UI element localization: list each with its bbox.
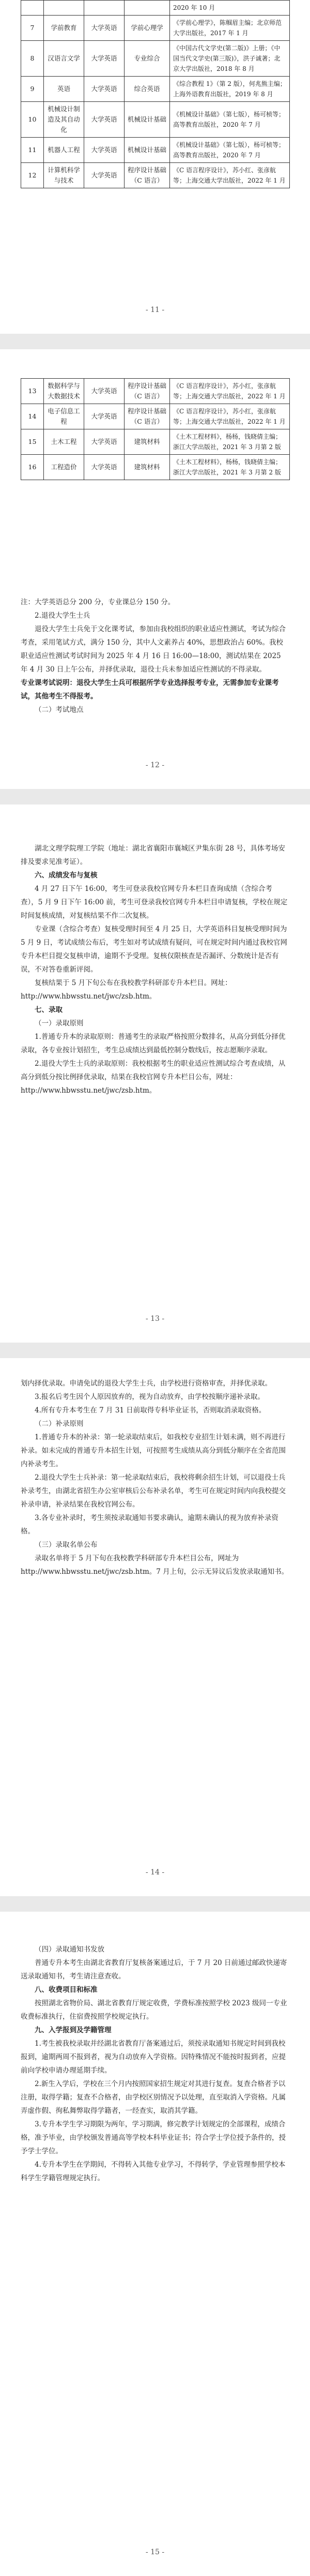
- paragraph: 2.新生入学后，学校在三个月内按照国家招生规定对其进行复查。复查合格者予以注册，取得学籍；复查不合格者，由学校区别情况予以处理，直至取消入学资格。凡属弄虚作假、徇私舞弊取得学籍者，一经查实，取消其学籍。: [21, 2080, 286, 2115]
- section-heading: 七、录取: [35, 1006, 63, 1014]
- table-row: 16 工程造价 大学英语 建筑材料 《土木工程材料》，杨杨，钱晓倩主编；浙江大学出版社，2021 年 3 月第 2 版: [21, 455, 290, 480]
- page-14: [0, 1358, 310, 1896]
- page-number: - 11 -: [145, 306, 165, 314]
- paragraph: 4.所有专升本考生在 7 月 31 日前取得专科毕业证书，否则取消录取资格。: [35, 1406, 266, 1414]
- table-row: [21, 1, 290, 16]
- paragraph: 4 月 27 日下午 16:00，考生可登录我校官网专升本栏目查询成绩（含综合考查），5 月 9 日下午 16:00 前，考生可登录我校官网专升本栏目申请复核，学校在规定时间复核成绩，对复核结果不作二次复核。: [21, 885, 288, 920]
- paragraph: 2.退役大学生士兵的录取原则：我校根据考生的职业适应性测试综合考查成绩，从高分到低分按比例择优录取，结果在我校官网专升本栏目公布，网址：http://www.hbwsstu.net/jwc/zsb.htm。: [21, 1060, 286, 1095]
- paragraph: 按照湖北省物价局、湖北省教育厅规定收费，学费标准按照学校 2023 级同一专业收费标准执行，住宿费按照学校规定执行。: [21, 1999, 287, 2021]
- table-row: 14 电子信息工程 大学英语 程序设计基础（C 语言） 《C 语言程序设计》，苏小红，张彦航等；上海交通大学出版社，2022 年 1 月: [21, 404, 290, 429]
- page-number: - 15 -: [145, 2548, 165, 2556]
- section-heading: （四）录取通知书发放: [35, 1945, 104, 1954]
- page-13: [0, 805, 310, 1343]
- paragraph: 3.报名后考生因个人原因放弃的，视为自动放弃，由学校按顺序递补录取。: [35, 1393, 265, 1401]
- paragraph: 1.普通专升本的录取原则：普通考生的录取严格按照分数排名，从高分到低分择优录取，各专业按计划招生，考生总成绩达到最低控制分数线后，按志愿顺序录取。: [21, 1033, 286, 1054]
- body-text: [21, 1377, 289, 1579]
- paragraph: 1.普通专升本的补录：第一轮录取结束后，如我校专业招生计划未满，则不再进行补录。如未完成的普通专升本招生计划，可按照考生成绩从高分到低分顺序在全省范围内补录考生。: [21, 1433, 286, 1468]
- course-table: [21, 0, 290, 188]
- paragraph: 退役大学生士兵免于文化课考试，参加由我校组织的职业适应性测试，考试为综合考查，采用笔试方式，满分 150 分，其中人文素养占 40%，思想政治占 60%。我校职业适应性测试考试时间为 2025 年 4 月 16 日 16:00—18:00，测试结果在 2025 年 4 月 30 日上午公布，并择优录取，退役士兵未参加适应性测试的不得录取。: [21, 625, 286, 674]
- section-heading: 2.退役大学生士兵: [35, 612, 90, 620]
- paragraph: 划内择优录取。申请免试的退役大学生士兵，由学校进行资格审查，并择优录取。: [21, 1379, 272, 1388]
- paragraph: 3.各专业补录时，考生须按录取通知书要求确认，逾期未确认的视为放弃补录资格。: [21, 1514, 278, 1536]
- course-table: [21, 378, 290, 480]
- page-number: - 13 -: [145, 1315, 165, 1323]
- table-row: 10 机械设计制造及其自动化 大学英语 机械设计基础 《机械设计基础》（第七版），杨可桢等；高等教育出版社，2020 年 7 月: [21, 102, 290, 138]
- paragraph: 复核结果于 5 月下旬公布在我校教学科研部专升本栏目。网址：http://www.hbwsstu.net/jwc/zsb.htm。: [21, 979, 232, 1001]
- table-row: 7 学前教育 大学英语 学前心理学 《学前心理学》，陈帼眉主编；北京师范大学出版社，2017 年 1 月: [21, 16, 290, 41]
- page-15: [0, 1912, 310, 2576]
- page-11: [0, 0, 310, 334]
- paragraph: 普通专升本考生由湖北省教育厅复核备案通过后，于 7 月 20 日前通过邮政快递寄送录取通知书，考生请注意查收。: [21, 1959, 287, 1981]
- section-heading: 八、收费项目和标准: [35, 1986, 98, 1994]
- book-cell: 2020 年 10 月: [170, 1, 290, 16]
- page-12: [0, 349, 310, 789]
- section-heading: （三）录取名单公布: [35, 1541, 98, 1549]
- table-row: 9 英语 大学英语 综合英语 《综合教程 1》（第 2 版），何兆熊主编；上海外语教育出版社，2019 年 8 月: [21, 77, 290, 102]
- paragraph: 专业课（含综合考查）复核受理时间至 4 月 25 日，大学英语科目复核受理时间为 5 月 9 日，考试成绩公布后，考生如对考试成绩有疑问，可在规定时间内通过我校官网专升本栏目提交复核申请，逾期不予受理。复核仅限核查是否漏评、分数统计是否有误，不对答卷重新评阅。: [21, 925, 288, 974]
- paragraph: 2.退役大学生士兵补录：第一轮录取结束后，我校将剩余招生计划，可以退役士兵补录考生，由湖北省招生办公室审核后公布补录名单，考生可在规定时间内向我校提交补录申请，补录结果在我校官网公布。: [21, 1473, 286, 1509]
- bold-notice: 专业课考试说明：退役大学生士兵可根据所学专业选择报考专业，无需参加专业课考试，其他考生不得报考。: [21, 679, 279, 701]
- note-text: 注：大学英语总分 200 分，专业课总分 150 分。: [21, 598, 175, 606]
- section-heading: 九、入学报到及学籍管理: [35, 2026, 112, 2034]
- page-number: - 14 -: [145, 1868, 165, 1877]
- paragraph: 1.考生被我校录取并经湖北省教育厅备案通过后，须按录取通知书规定时间到我校报到，逾期两周不报到者，视为自动放弃入学资格。因特殊情况不能按时报到者，应提前向学校申请办理延期手续。: [21, 2039, 286, 2075]
- paragraph: 湖北文理学院理工学院（地址：湖北省襄阳市襄城区尹集东街 28 号，具体考场安排及要求见准考证）。: [21, 844, 285, 866]
- paragraph: 4.专升本学生在学期间，不得转入其他专业学习，不得转学，学业管理参照学校本科学生学籍管理规定执行。: [21, 2161, 286, 2182]
- section-heading: （一）录取原则: [35, 1019, 84, 1028]
- page-number: - 12 -: [145, 761, 165, 769]
- table-row: 12 计算机科学与技术 大学英语 程序设计基础（C 语言） 《C 语言程序设计》，苏小红、张彦航等；上海交通大学出版社，2022 年 1 月: [21, 163, 290, 188]
- body-text: [21, 1943, 289, 2185]
- section-heading: （二）考试地点: [35, 706, 84, 714]
- body-text: [21, 595, 289, 717]
- table-row: 8 汉语言文学 大学英语 专业综合 《中国古代文学史(第二版)》上册；《中国当代文学史(第三版)》，洪子诚著；北京大学出版社，2018 年 8 月: [21, 41, 290, 77]
- table-row: 11 机器人工程 大学英语 机械设计基础 《机械设计基础》（第七版），杨可桢等；高等教育出版社，2020 年 7 月: [21, 138, 290, 163]
- section-heading: 六、成绩发布与复核: [35, 871, 98, 880]
- body-text: [21, 842, 289, 1097]
- section-heading: （二）补录原则: [35, 1420, 84, 1428]
- table-row: 13 数据科学与大数据技术 大学英语 程序设计基础（C 语言） 《C 语言程序设计》，苏小红，张彦航等；上海交通大学出版社，2022 年 1 月: [21, 379, 290, 404]
- paragraph: 3.专升本学生学习期限为两年，学习期满，修完教学计划规定的全部课程，成绩合格，准予毕业，由学校颁发普通高等学校本科毕业证书；符合学士学位授予条件的，授予学士学位。: [21, 2120, 286, 2155]
- table-row: 15 土木工程 大学英语 建筑材料 《土木工程材料》，杨杨，钱晓倩主编；浙江大学出版社，2021 年 3 月第 2 版: [21, 429, 290, 455]
- paragraph: 录取名单将于 5 月下旬在我校教学科研部专升本栏目公布，网址为 http://www.hbwsstu.net/jwc/zsb.htm。7 月上旬，公示无异议后发放录取通知书。: [21, 1554, 289, 1576]
